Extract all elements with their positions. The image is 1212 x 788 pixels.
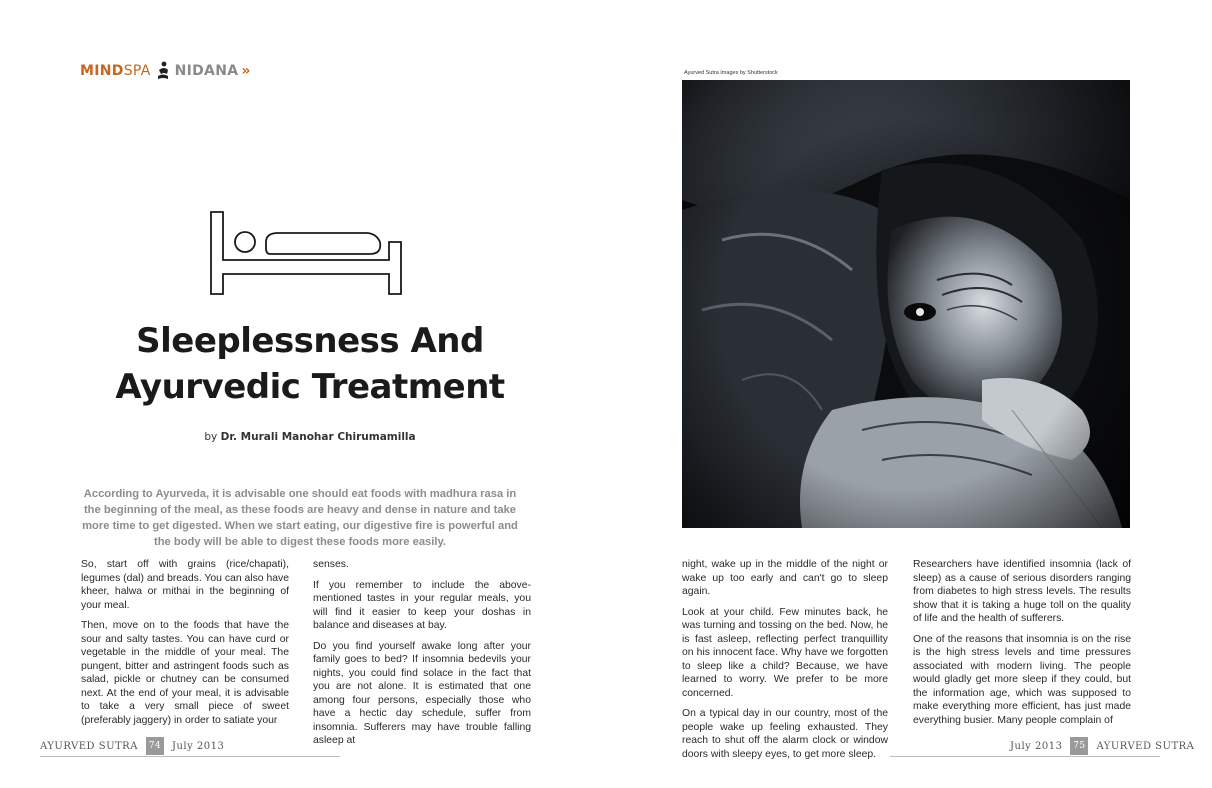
title-line-1: Sleeplessness And [136,321,484,361]
text-column-3 [682,558,888,768]
section-header [80,62,251,80]
text-column-2 [313,558,531,755]
paragraph: Then, move on to the foods that have the sour and salty tastes. You can have curd or vegetable in the middle of your meal. The pungent, bitter and astringent foods such as salad, pickle or chutney can be consumed next. At the end of your meal, it is advisable to take a very small piece of sweet (preferably jaggery) in order to satiate your [81,620,289,726]
footer-divider [40,756,340,757]
pull-quote: According to Ayurveda, it is advisable one should eat foods with madhura rasa in the beginning of the meal, as these foods are heavy and dense in nature and take more time to get digested. When we start eating, our digestive fire is powerful and the body will be able to digest these foods more easily. [82,488,518,548]
section-nidana-label: NIDANA [174,63,239,79]
paragraph: If you remember to include the above-mentioned tastes in your regular meals, you will find it easier to keep your doshas in balance and diseases at bay. [313,579,531,631]
title-line-2: Ayurvedic Treatment [115,367,505,407]
paragraph: One of the reasons that insomnia is on the rise is the high stress levels and time pressures associated with modern living. The people would gladly get more sleep if they could, but the information age, which was supposed to make everything more efficient, has just made everything busier. Many people complain of [913,633,1131,726]
byline [80,431,540,443]
paragraph: senses. [313,559,349,570]
bed-icon [208,210,404,296]
chevron-right-icon: » [241,63,251,79]
footer-brand: AYURVED SUTRA [1096,740,1195,752]
paragraph: Researchers have identified insomnia (lack of sleep) as a cause of serious disorders ranging from diabetes to high stress levels. The results show that it is taking a huge toll on the quality of life and the health of sufferers. [913,559,1131,624]
footer-divider [890,756,1160,757]
paragraph: Do you find yourself awake long after your family goes to bed? If insomnia bedevils your nights, you could find solace in the fact that you are not alone. It is estimated that one among four persons, especially those who have a hectic day schedule, suffer from insomnia. Sufferers may have trouble falling asleep at [313,640,531,746]
photo-credit: Ayurved Sutra Images by Shutterstock [684,70,778,76]
footer-date: July 2013 [171,740,225,752]
paragraph: Look at your child. Few minutes back, he was turning and tossing on the bed. Now, he is fast asleep, reflecting perfect tranquillity on his innocent face. Why have we forgotten to sleep like a child? Because, we have learned to worry. We prefer to be more concerned. [682,606,888,699]
text-column-1 [81,558,289,734]
photo-illustration [682,80,1130,528]
byline-prefix: by [204,431,218,443]
article-title [80,318,540,410]
footer-left [40,736,224,756]
section-mind-label: MIND [80,63,124,79]
page-number: 74 [146,737,164,755]
footer-brand: AYURVED SUTRA [40,740,138,752]
paragraph: night, wake up in the middle of the night or wake up too early and can't go to sleep again. [682,559,888,597]
paragraph: So, start off with grains (rice/chapati), legumes (dal) and breads. You can also have kheer, halwa or mithai in the beginning of your meal. [81,559,289,611]
meditating-figure-icon [156,61,170,81]
text-column-4 [913,558,1131,734]
footer-right [1010,736,1194,756]
sleepless-man-photo [682,80,1130,528]
section-spa-label: SPA [123,63,151,79]
paragraph: On a typical day in our country, most of the people wake up feeling exhausted. They reach to shut off the alarm clock or window doors with sleepy eyes, to get more sleep. [682,708,888,760]
author-name: Dr. Murali Manohar Chirumamilla [220,431,416,443]
footer-date: July 2013 [1010,740,1063,752]
page-number: 75 [1070,737,1088,755]
